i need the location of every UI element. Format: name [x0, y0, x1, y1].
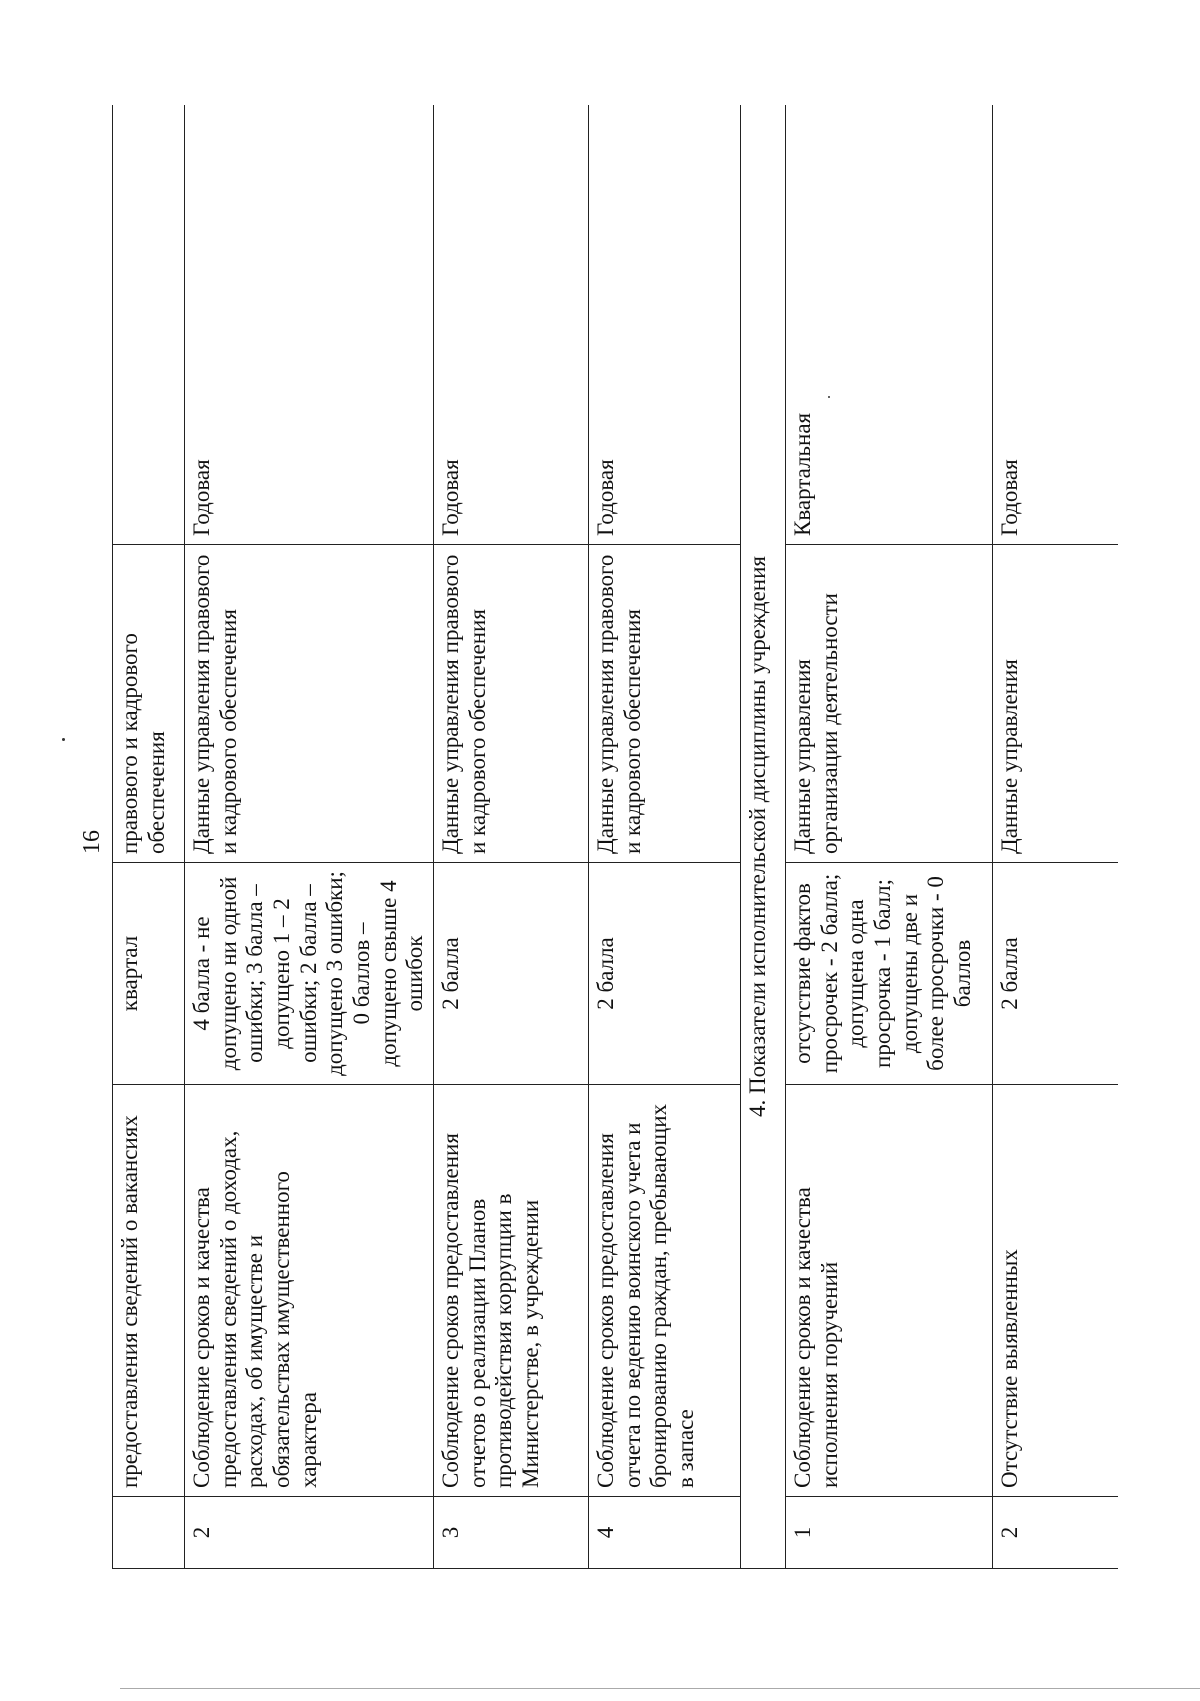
source-cell: Данные управления правового и кадрового обеспечения: [434, 545, 589, 863]
row-number-cell: 1: [786, 1497, 993, 1569]
source-cell: Данные управления правового и кадрового обеспечения: [589, 545, 741, 863]
row-number-cell: 2: [185, 1497, 434, 1569]
row-number-cell: 2: [993, 1497, 1118, 1569]
table-row: [113, 105, 185, 1569]
source-cell: правового и кадрового обеспечения: [113, 545, 185, 863]
source-cell: Данные управления организации деятельности: [786, 545, 993, 863]
scan-edge-line: [120, 1688, 1200, 1689]
row-number-cell: 4: [589, 1497, 741, 1569]
criteria-cell: отсутствие фактов просрочек - 2 балла; допущена одна просрочка - 1 балл; допущены две и более просрочки - 0 баллов: [786, 863, 993, 1085]
period-cell: Годовая: [993, 105, 1118, 545]
section-title: 4. Показатели исполнительской дисциплины учреждения: [741, 105, 786, 1569]
section-row: [741, 105, 786, 1569]
period-cell: [113, 105, 185, 545]
table-row: [434, 105, 589, 1569]
table-row: [786, 105, 993, 1569]
indicators-table: [112, 105, 1118, 1569]
page-number: 16: [79, 830, 105, 854]
indicator-cell: Соблюдение сроков и качества предоставления сведений о доходах, расходах, об имуществе и обязательствах имущественного характера: [185, 1085, 434, 1497]
criteria-cell: 2 балла: [589, 863, 741, 1085]
period-cell: Годовая: [434, 105, 589, 545]
indicator-cell: Отсутствие выявленных: [993, 1085, 1118, 1497]
period-cell: Квартальная: [786, 105, 993, 545]
table-row: [185, 105, 434, 1569]
indicator-cell: Соблюдение сроков предоставления отчетов о реализации Планов противодействия коррупции в Министерстве, в учреждении: [434, 1085, 589, 1497]
source-cell: Данные управления правового и кадрового обеспечения: [185, 545, 434, 863]
rotated-table-frame: [112, 105, 1118, 1569]
criteria-cell: квартал: [113, 863, 185, 1085]
table-row: [589, 105, 741, 1569]
criteria-cell: 4 балла - не допущено ни одной ошибки; 3 балла – допущено 1 – 2 ошибки; 2 балла – допущено 3 ошибки; 0 баллов – допущено свыше 4 ошибок: [185, 863, 434, 1085]
source-cell: Данные управления: [993, 545, 1118, 863]
indicator-cell: Соблюдение сроков и качества исполнения поручений: [786, 1085, 993, 1497]
indicator-cell: предоставления сведений о вакансиях: [113, 1085, 185, 1497]
criteria-cell: 2 балла: [993, 863, 1118, 1085]
row-number-cell: 3: [434, 1497, 589, 1569]
criteria-cell: 2 балла: [434, 863, 589, 1085]
table-row: [993, 105, 1118, 1569]
period-cell: Годовая: [589, 105, 741, 545]
scan-speck: [62, 738, 65, 741]
period-cell: Годовая: [185, 105, 434, 545]
indicator-cell: Соблюдение сроков предоставления отчета по ведению воинского учета и бронированию граждан, пребывающих в запасе: [589, 1085, 741, 1497]
row-number-cell: [113, 1497, 185, 1569]
